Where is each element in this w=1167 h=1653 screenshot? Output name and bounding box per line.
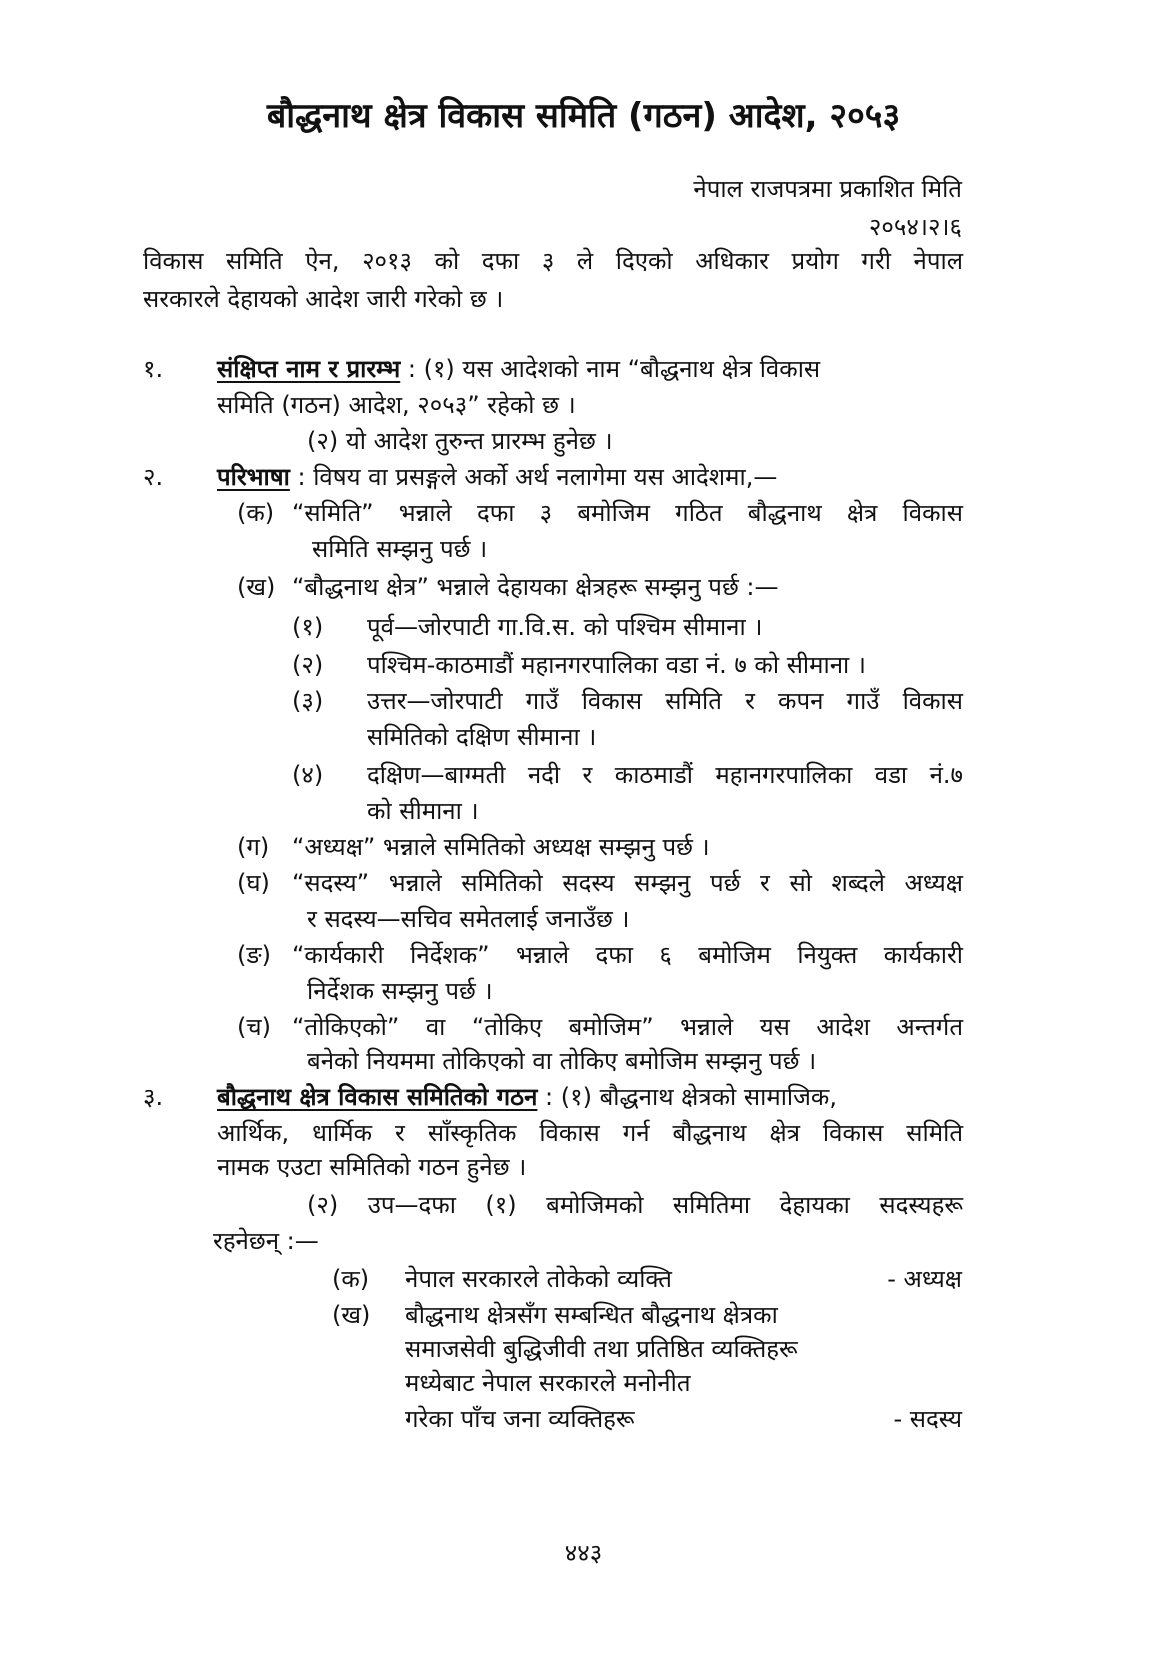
publication-label: नेपाल राजपत्रमा प्रकाशित मिति — [693, 175, 962, 203]
publication-date: २०५४।२।६ — [868, 213, 962, 241]
preamble-line-1: विकास समिति ऐन, २०१३ को दफा ३ ले दिएको अधिकार प्रयोग गरी नेपाल — [143, 247, 963, 275]
clause-ga-line-1: “अध्यक्ष” भन्नाले समितिको अध्यक्ष सम्झनु पर्छ । — [292, 833, 710, 861]
section-1-line-2: समिति (गठन) आदेश, २०५३” रहेको छ । — [217, 391, 576, 419]
clause-nga-mark: (ङ) — [237, 941, 272, 969]
clause-nga-line-1: “कार्यकारी निर्देशक” भन्नाले दफा ६ बमोजिम नियुक्त कार्यकारी — [292, 941, 963, 969]
section-3-number: ३. — [143, 1083, 164, 1111]
clause-kha-mark: (ख) — [237, 573, 276, 601]
clause-ka-mark: (क) — [237, 499, 275, 527]
clause-ka-line-2: समिति सम्झनु पर्छ । — [312, 535, 488, 563]
clause-cha-line-2: बनेको नियममा तोकिएको वा तोकिए बमोजिम सम्झनु पर्छ । — [307, 1047, 817, 1075]
section-3-line-1 — [217, 1080, 837, 1114]
section-2-heading: परिभाषा — [217, 463, 290, 491]
section-2-number: २. — [143, 463, 164, 491]
sub-3-line-2: समितिको दक्षिण सीमाना । — [367, 723, 597, 751]
clause-gha-mark: (घ) — [237, 869, 270, 897]
sub-2-mark: (२) — [292, 651, 324, 679]
member-ka-mark: (क) — [332, 1265, 370, 1293]
preamble-line-2: सरकारले देहायको आदेश जारी गरेको छ । — [143, 285, 504, 313]
sub-3-line-1: उत्तर—जोरपाटी गाउँ विकास समिति र कपन गाउँ विकास — [367, 687, 963, 715]
section-3-heading: बौद्धनाथ क्षेत्र विकास समितिको गठन — [217, 1083, 538, 1111]
section-2-line-1-text: : विषय वा प्रसङ्गले अर्को अर्थ नलागेमा यस आदेशमा,— — [289, 463, 778, 491]
section-1-number: १. — [143, 355, 164, 383]
section-3-line-3: नामक एउटा समितिको गठन हुनेछ । — [217, 1153, 527, 1181]
section-3-line-2: आर्थिक, धार्मिक र साँस्कृतिक विकास गर्न बौद्धनाथ क्षेत्र विकास समिति — [217, 1119, 963, 1147]
sub-4-line-2: को सीमाना । — [367, 797, 479, 825]
member-kha-line-1: बौद्धनाथ क्षेत्रसँग सम्बन्धित बौद्धनाथ क्षेत्रका — [405, 1301, 778, 1329]
clause-gha-line-1: “सदस्य” भन्नाले समितिको सदस्य सम्झनु पर्छ र सो शब्दले अध्यक्ष — [292, 869, 963, 897]
clause-ka-line-1: “समिति” भन्नाले दफा ३ बमोजिम गठित बौद्धनाथ क्षेत्र विकास — [292, 499, 963, 527]
sub-4-line-1: दक्षिण—बाग्मती नदी र काठमाडौं महानगरपालिका वडा नं.७ — [367, 761, 963, 789]
member-kha-line-3: मध्येबाट नेपाल सरकारले मनोनीत — [405, 1369, 691, 1397]
sub-3-mark: (३) — [292, 687, 324, 715]
section-3-line-5: रहनेछन् :— — [213, 1227, 319, 1255]
sub-1-mark: (१) — [292, 613, 324, 641]
member-kha-role: - सदस्य — [893, 1405, 962, 1433]
member-kha-line-2: समाजसेवी बुद्धिजीवी तथा प्रतिष्ठित व्यक्तिहरू — [405, 1335, 798, 1363]
section-3-line-1-text: : (१) बौद्धनाथ क्षेत्रको सामाजिक, — [537, 1083, 837, 1111]
section-1-line-3: (२) यो आदेश तुरुन्त प्रारम्भ हुनेछ । — [307, 427, 613, 455]
document-title: बौद्धनाथ क्षेत्र विकास समिति (गठन) आदेश, २०५३ — [266, 96, 901, 136]
sub-2-line-1: पश्चिम-काठमाडौं महानगरपालिका वडा नं. ७ को सीमाना । — [367, 651, 866, 679]
clause-kha-line-1: “बौद्धनाथ क्षेत्र” भन्नाले देहायका क्षेत्रहरू सम्झनु पर्छ :— — [292, 573, 779, 601]
page-number: ४४३ — [564, 1539, 603, 1567]
clause-cha-mark: (च) — [237, 1013, 271, 1041]
clause-gha-line-2: र सदस्य—सचिव समेतलाई जनाउँछ । — [307, 905, 630, 933]
clause-ga-mark: (ग) — [237, 833, 270, 861]
section-2-line-1 — [217, 460, 777, 494]
section-1-heading: संक्षिप्त नाम र प्रारम्भ — [217, 355, 401, 383]
member-kha-mark: (ख) — [332, 1301, 371, 1329]
member-ka-text: नेपाल सरकारले तोकेको व्यक्ति — [405, 1265, 672, 1293]
sub-1-line-1: पूर्व—जोरपाटी गा.वि.स. को पश्चिम सीमाना । — [367, 613, 763, 641]
sub-4-mark: (४) — [292, 761, 324, 789]
member-kha-line-4: गरेका पाँच जना व्यक्तिहरू — [405, 1405, 635, 1433]
clause-nga-line-2: निर्देशक सम्झनु पर्छ । — [307, 977, 493, 1005]
clause-cha-line-1: “तोकिएको” वा “तोकिए बमोजिम” भन्नाले यस आदेश अन्तर्गत — [292, 1013, 963, 1041]
section-1-line-1 — [217, 352, 820, 386]
member-ka-role: - अध्यक्ष — [887, 1265, 962, 1293]
section-3-line-4: (२) उप—दफा (१) बमोजिमको समितिमा देहायका सदस्यहरू — [307, 1191, 963, 1219]
section-1-line-1-text: : (१) यस आदेशको नाम “बौद्धनाथ क्षेत्र विकास — [400, 355, 821, 383]
